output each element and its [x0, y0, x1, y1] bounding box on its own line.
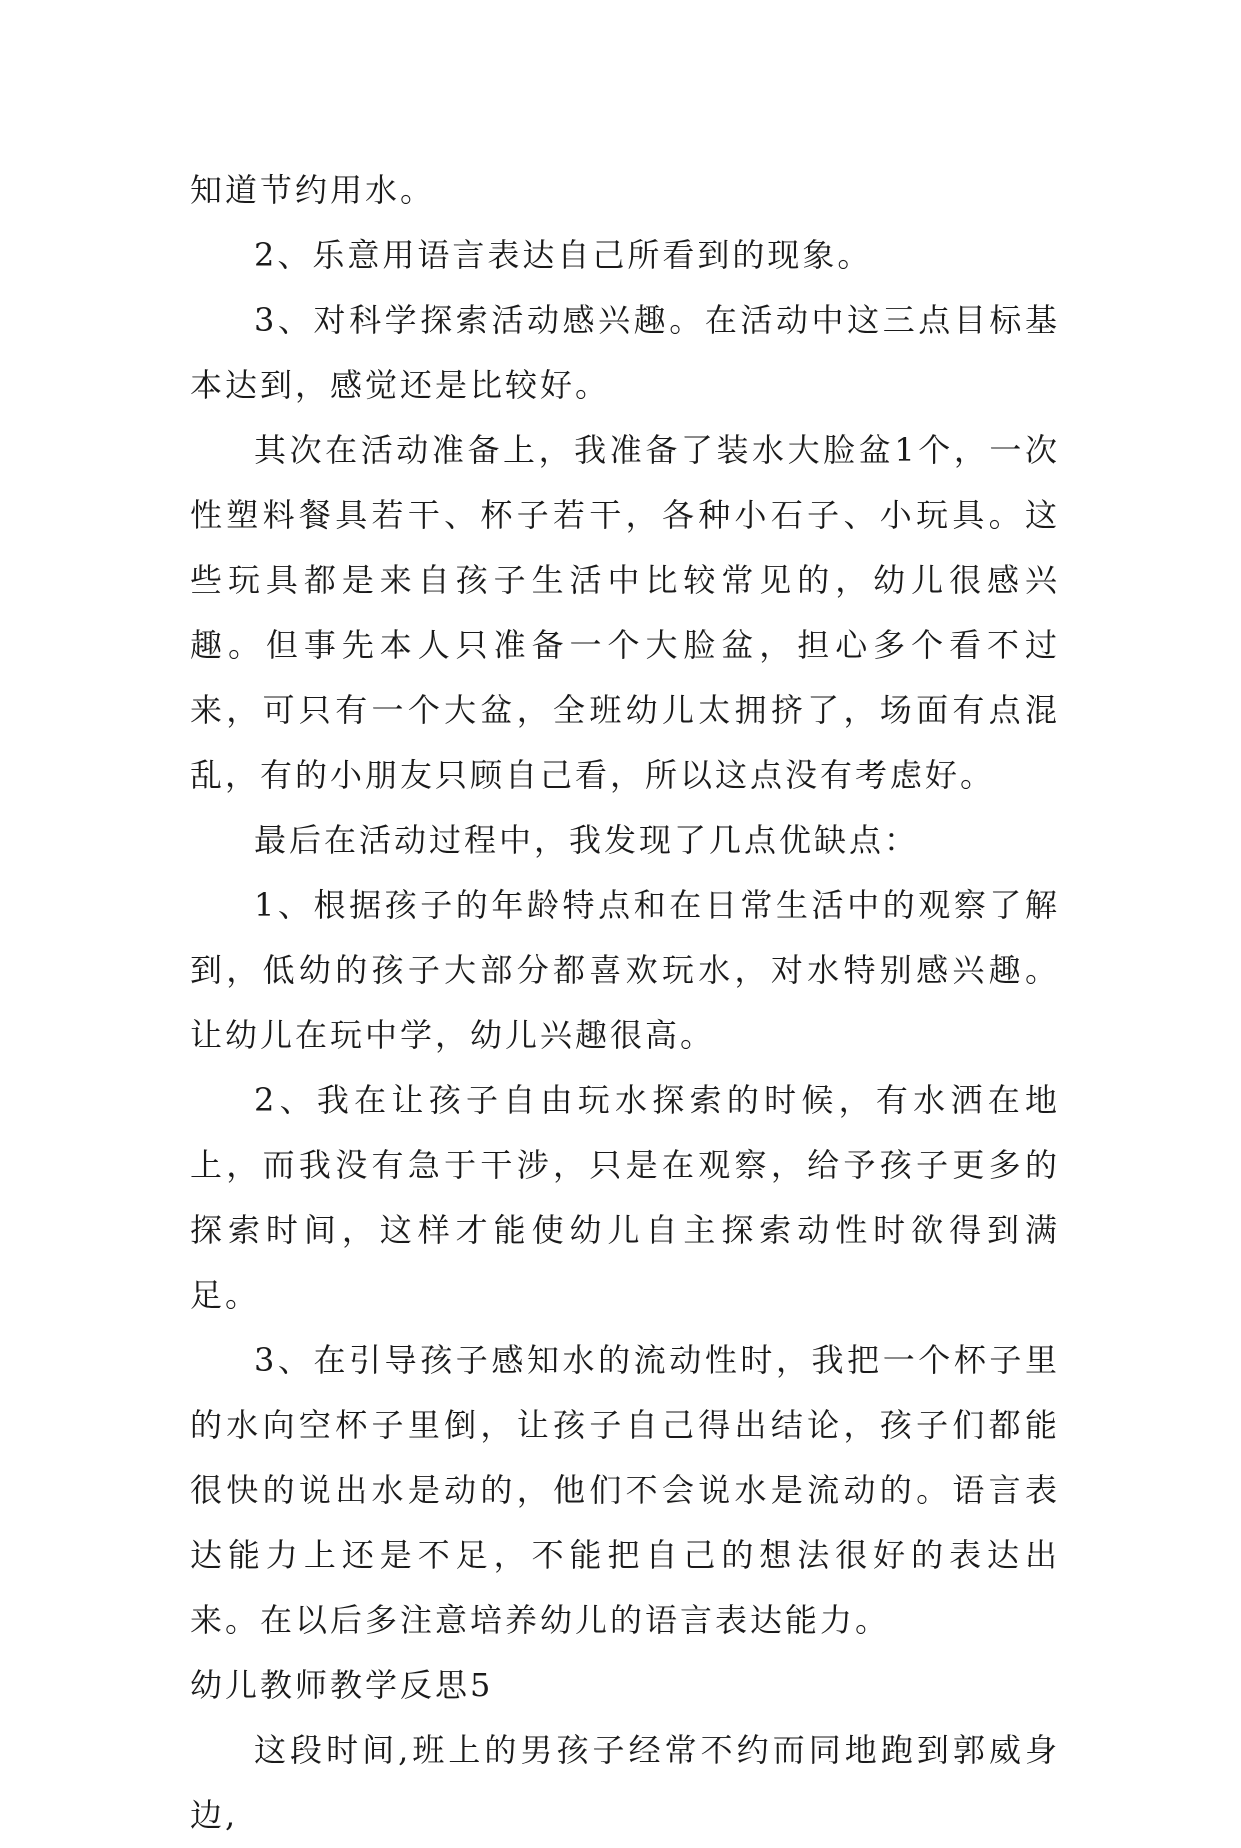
section-heading: 幼儿教师教学反思5 — [190, 1666, 494, 1704]
paragraph-5: 最后在活动过程中，我发现了几点优缺点： — [254, 821, 920, 859]
paragraph-7: 2、我在让孩子自由玩水探索的时候，有水洒在地上，而我没有急于干涉，只是在观察，给予孩子更多的探索时间，这样才能使幼儿自主探索动性时欲得到满足。 — [190, 1081, 1060, 1314]
paragraph-9: 这段时间,班上的男孩子经常不约而同地跑到郭威身边, — [190, 1731, 1060, 1834]
paragraph-2: 2、乐意用语言表达自己所看到的现象。 — [254, 236, 873, 274]
paragraph-4: 其次在活动准备上，我准备了装水大脸盆1个，一次性塑料餐具若干、杯子若干，各种小石子、小玩具。这些玩具都是来自孩子生活中比较常见的，幼儿很感兴趣。但事先本人只准备一个大脸盆，担心多个看不过来，可只有一个大盆，全班幼儿太拥挤了，场面有点混乱，有的小朋友只顾自己看，所以这点没有考虑好。 — [190, 431, 1060, 794]
paragraph-1: 知道节约用水。 — [190, 171, 436, 209]
paragraph-6: 1、根据孩子的年龄特点和在日常生活中的观察了解到，低幼的孩子大部分都喜欢玩水，对水特别感兴趣。让幼儿在玩中学，幼儿兴趣很高。 — [190, 886, 1060, 1054]
paragraph-3: 3、对科学探索活动感兴趣。在活动中这三点目标基本达到，感觉还是比较好。 — [190, 301, 1060, 404]
paragraph-8: 3、在引导孩子感知水的流动性时，我把一个杯子里的水向空杯子里倒，让孩子自己得出结论，孩子们都能很快的说出水是动的，他们不会说水是流动的。语言表达能力上还是不足，不能把自己的想法很好的表达出来。在以后多注意培养幼儿的语言表达能力。 — [190, 1341, 1060, 1639]
document-body — [190, 158, 1060, 1848]
